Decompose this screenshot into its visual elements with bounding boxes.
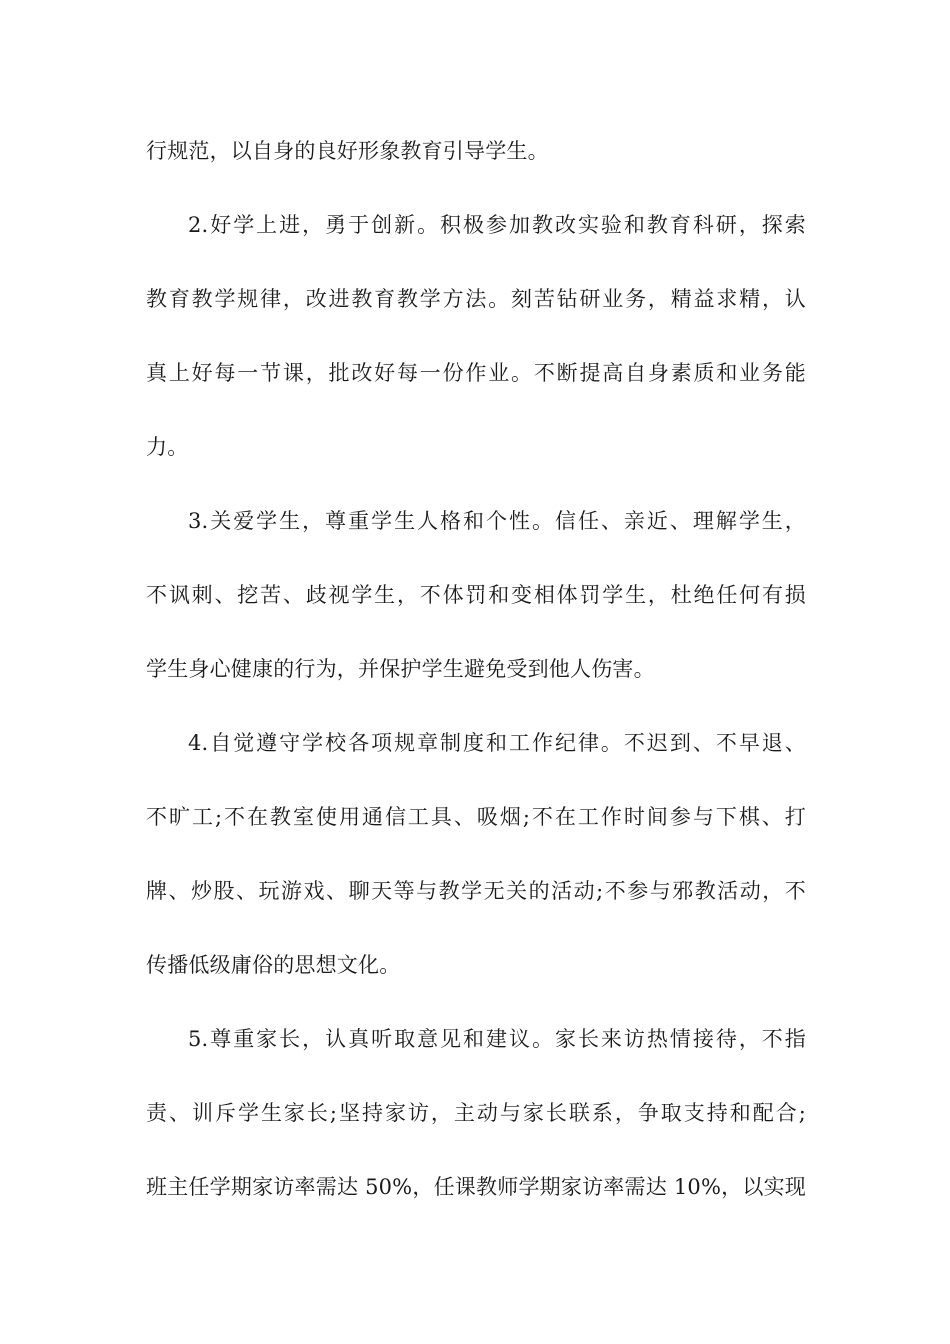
text-line: 力。: [146, 435, 189, 459]
text-line: 真上好每一节课，批改好每一份作业。不断提高自身素质和业务能: [146, 361, 806, 385]
text-line: 2.好学上进，勇于创新。积极参加教改实验和教育科研，探索: [188, 213, 806, 237]
text-line: 3.关爱学生，尊重学生人格和个性。信任、亲近、理解学生，: [188, 509, 806, 533]
text-line: 学生身心健康的行为，并保护学生避免受到他人伤害。: [146, 657, 655, 681]
text-line: 班主任学期家访率需达 50%，任课教师学期家访率需达 10%，以实现: [146, 1175, 806, 1199]
text-line: 责、训斥学生家长;坚持家访，主动与家长联系，争取支持和配合;: [146, 1101, 806, 1125]
text-line: 5.尊重家长，认真听取意见和建议。家长来访热情接待，不指: [188, 1027, 806, 1051]
text-line: 不讽刺、挖苦、歧视学生，不体罚和变相体罚学生，杜绝任何有损: [146, 583, 806, 607]
text-line: 不旷工;不在教室使用通信工具、吸烟;不在工作时间参与下棋、打: [146, 805, 806, 829]
text-line: 传播低级庸俗的思想文化。: [146, 953, 401, 977]
text-line: 牌、炒股、玩游戏、聊天等与教学无关的活动;不参与邪教活动，不: [146, 879, 806, 903]
text-line: 教育教学规律，改进教育教学方法。刻苦钻研业务，精益求精，认: [146, 287, 806, 311]
text-line: 行规范，以自身的良好形象教育引导学生。: [146, 139, 549, 163]
text-line: 4.自觉遵守学校各项规章制度和工作纪律。不迟到、不早退、: [188, 731, 806, 755]
